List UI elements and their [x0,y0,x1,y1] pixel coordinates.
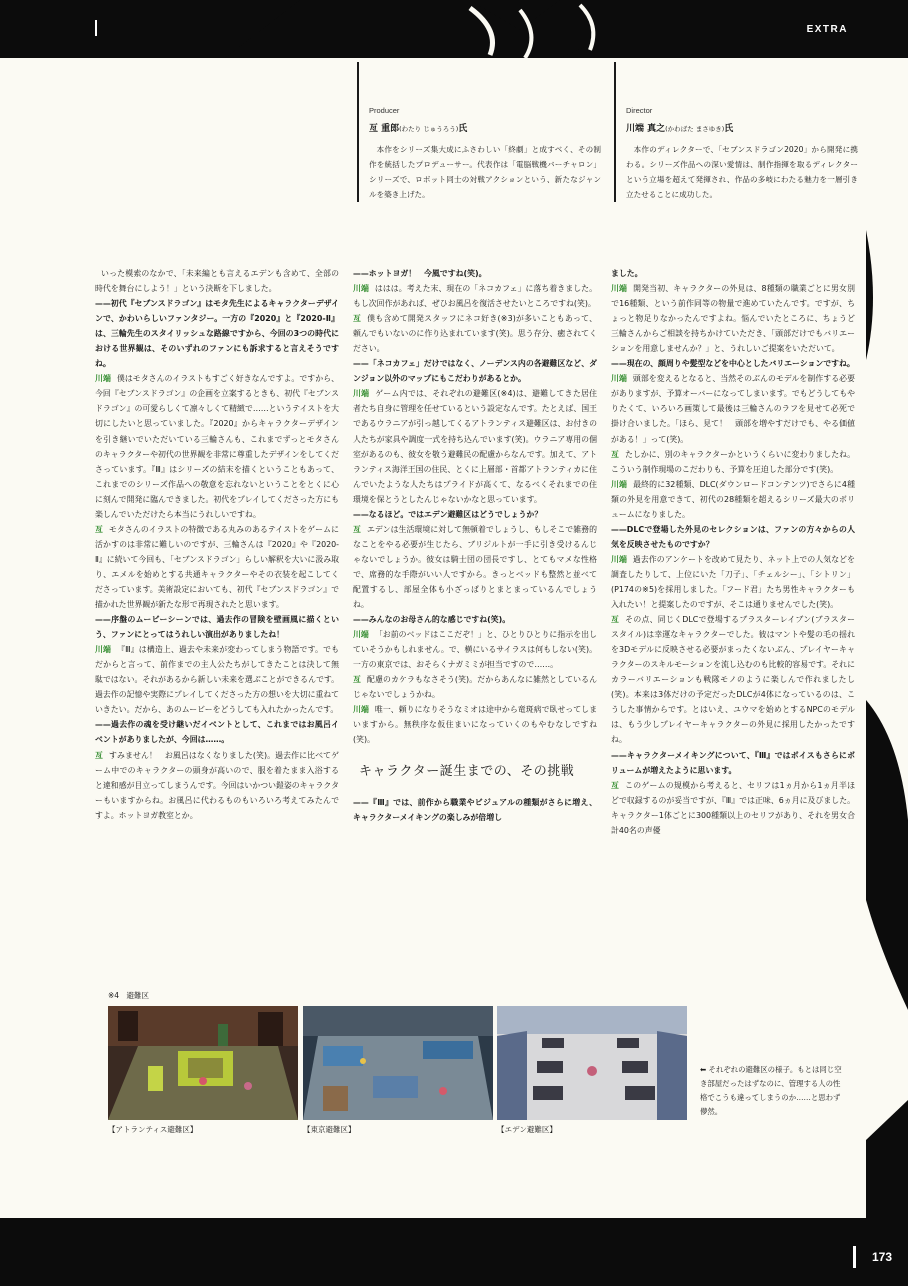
atlantis-shelter-image [108,1006,298,1120]
page-number: 173 [871,1250,892,1264]
speaker-name: 亙 [353,675,361,685]
answer-text: 僕はモタさんのイラストもすごく好きなんですよ。ですから、今回『セブンスドラゴン』の企画を立案するときも、初代『セブンスドラゴン』の可愛らしくて凛々しくて精緻で……というテイストを大切にしたいと思っていました。『2020』からキャラクターデザインを引き継いでいただいている三輪さんも、これまでずっとモタさんのキャラクターや初代の世界観を非常に尊重したデザインをしてくださっています。『Ⅲ』はシリーズの結末を描くということもあって、これまでのシリーズ作品への敬意を忘れないということをとくに心に刻んで開発に臨んできました。初代をプレイしてくださった方にも楽しんでいただけたら本当にうれしいですね。 [95,374,339,519]
interview-answer [611,281,855,356]
speaker-name: 川端 [353,705,369,715]
speaker-name: 川端 [611,374,627,384]
interview-answer [611,552,855,612]
profile-name: 亙 重郎(わたり じゅうろう)氏 [369,124,468,134]
answer-text: たしかに、別のキャラクターかというくらいに変わりましたね。こういう制作現場のこだわりも、予算を圧迫した部分です(笑)。 [611,449,855,474]
interview-answer [353,672,597,702]
interview-answer [353,522,597,612]
director-profile [614,62,858,202]
answer-text: 僕も含めて開発スタッフにネコ好き(※3)が多いこともあって、頼んでもいないのに作り込まれています(笑)。思う存分、癒されてください。 [353,314,597,354]
figure-note: ※4 避難区 [108,991,150,1000]
speaker-name: 川端 [611,284,628,294]
figure-caption: 【アトランティス避難区】 [108,1125,198,1134]
answer-text: 配慮のカケラもなさそう(笑)。だからあんなに雑然としているんじゃないでしょうかね。 [353,675,597,700]
profile-role: Director [626,106,653,115]
producer-profile [357,62,601,202]
footer-bar [0,1218,908,1286]
page-marker [853,1246,856,1268]
interviewer-question: ——みんなのお母さん的な感じですね(笑)。 [353,615,511,625]
answer-text: 『Ⅲ』は構造上、過去や未来が変わってしまう物語です。でもだからと言って、前作までの主人公たちがしてきたことは決して無駄ではない。それがあるから新しい未来を選ぶことができるんです。過去作の記憶や実際にプレイしてくださった方の想いを大切に重ねていきたい。だから、あのムービーをどうしても入れたかったんです。 [95,645,339,715]
interview-answer [611,371,855,446]
interview-answer [353,702,597,747]
figure-caption: 【エデン避難区】 [497,1125,557,1134]
speaker-name: 川端 [353,630,369,640]
profile-description: 本作をシリーズ集大成にふさわしい「終劇」と成すべく、その制作を統括したプロデューサー。代表作は「電脳戦機バーチャロン」シリーズで、ロボット同士の対戦アクションという、新たなジャンルを築き上げた。 [369,145,601,199]
interview-answer [611,477,855,522]
interview-answer [611,447,855,477]
speaker-name: 川端 [353,284,369,294]
speaker-name: 亙 [95,750,103,760]
interviewer-question: ——『Ⅲ』では、前作から職業やビジュアルの種類がさらに増え、キャラクターメイキングの楽しみが倍増し [353,797,597,822]
eden-shelter-image [497,1006,687,1120]
interviewer-question: ——キャラクターメイキングについて、『Ⅲ』ではボイスもさらにボリュームが増えたように思います。 [611,750,855,775]
interviewer-question: ——「ネコカフェ」だけではなく、ノーデンス内の各避難区など、ダンジョン以外のマップにもこだわりがあるとか。 [353,359,597,384]
interviewer-question: ました。 [611,269,643,278]
interviewer-question: ——現在の、顔周りや髪型などを中心としたバリエーションですね。 [611,359,855,369]
interviewer-question: ——序盤のムービーシーンでは、過去作の冒険を壁画風に描くという、ファンにとってはうれしい演出がありましたね！ [95,615,339,640]
answer-text: 「お前のベッドはここだぞ！」と、ひとりひとりに指示を出していそうかもしれません。で、横にいるサイラスは何もしない(笑)。一方の東京では、おそらくナガミミが担当ですので……。 [353,630,597,670]
speaker-name: 川端 [611,479,628,489]
speaker-name: 亙 [611,615,620,625]
arrow-left-icon: ⬅ [700,1065,709,1074]
interview-answer [353,311,597,356]
interview-answer [353,386,597,506]
interview-answer [353,627,597,672]
speaker-name: 川端 [611,554,627,564]
article-column-2 [353,266,597,825]
interview-answer [611,778,855,838]
figure-side-caption: ⬅ それぞれの避難区の様子。もとは同じ空き部屋だったはずなのに、管理する人の性格でこうも違ってしまうのか……と思わず儚然。 [700,1065,842,1116]
article-column-1 [95,266,339,823]
section-label: EXTRA [806,24,848,35]
answer-text: 過去作のアンケートを改めて見たり、ネット上での人気などを調査したりして、上位にいた「刀子」、「チェルシー」、「シトリン」(P174の※5)を採用しました。「フード君」たち男性キャラクターも入れたい！と提案したのですが、そこは通りませんでした(笑)。 [611,554,855,610]
answer-text: 頭部を変えるとなると、当然そのぶんのモデルを制作する必要がありますが、予算オーバーになってしまいます。でもどうしてもやりたくて、いろいろ画策して最後は三輪さんのラフを見せて必死で掛け合いました。「ほら、見て！ 頭部を増やすだけでも、やる価値がある！」って(笑)。 [611,374,855,444]
interview-answer [95,522,339,612]
speaker-name: 亙 [611,780,620,790]
interviewer-question: ——なるほど。ではエデン避難区はどうでしょうか？ [353,509,543,519]
interview-answer [353,281,597,311]
answer-text: モタさんのイラストの特徴である丸みのあるテイストをゲームに活かすのは非常に難しいのですが、三輪さんは『2020』や『2020-Ⅱ』に続いて今回も、「セブンスドラゴン」らしい解釈を大いに汲み取り、エメルを始めとする共通キャラクターやその衣装を起こしてくださっています。美術設定においても、初代『セブンスドラゴン』で描かれた世界観が新たな形で再現されたと思います。 [95,524,339,610]
answer-text: いった模索のなかで、「未来編とも言えるエデンも含めて、全部の時代を舞台にしよう！」という決断を下しました。 [95,269,339,294]
profile-role: Producer [369,106,400,115]
interviewer-question: ——DLCで登場した外見のセレクションは、ファンの方々からの人気を反映させたものですか？ [611,524,855,549]
interview-answer [611,612,855,747]
answer-text: このゲームの規模から考えると、セリフは1ヵ月から1ヵ月半ほどで収録するのが妥当ですが、『Ⅲ』では正味、6ヵ月に及びました。キャラクター1体ごとに300種類以上のセリフがあり、それを男女合計40名の声優 [611,780,855,835]
answer-text: その点、同じくDLCで登場するブラスターレイブン(ブラスタースタイル)は幸運なキャラクターでした。彼はマントや髪の毛の揺れを3Dモデルに反映させる必要がまったくないぶん、プレイヤーキャラクターのスキルモーションを流し込むのも比較的容易です。それにカラーバリエーションも戦隊モノのように楽しんで作れましたし(笑)。本来は3体だけの予定だったDLCが4体になっているのは、こうした事情からです。とはいえ、ユウマを始めとするNPCのモデルは、もう少しプレイヤーキャラクターの外見に採用したかったですね。 [611,615,855,745]
answer-text: ゲーム内では、それぞれの避難区(※4)は、避難してきた居住者たち自身に管理を任せているという設定なんです。たとえば、国王であるウラニアが引っ越してくるアトランティス避難区は、お付きの人たちが家具や調度一式を持ち込んでいます(笑)。ウラニア専用の個室があるのも、彼女を敬う避難民の配慮からなんです。加えて、アトランティス海洋王国の住民、とくに上層部・首都アトランティカに住んでいたような人たちはプライドが高くて、なるべくそれまでの住環境を保とうとしたんじゃないかなと思っています。 [353,389,597,504]
article-column-3 [611,266,855,838]
interviewer-question: ——ホットヨガ！ 今風ですね(笑)。 [353,269,487,278]
interviewer-question: ——過去作の魂を受け継いだイベントとして、これまではお風呂イベントがありましたが、今回は……。 [95,720,339,745]
profile-description: 本作のディレクターで、「セブンスドラゴン2020」から開発に携わる。シリーズ作品への深い愛情は、制作指揮を取るディレクターという立場を超えて発揮され、作品の多岐にわたる魅力を一層引き立たせることに成功した。 [626,145,858,199]
interview-answer [95,266,339,296]
section-heading: キャラクター誕生までの、その挑戦 [359,763,575,779]
profile-name: 川端 真之(かわばた まさゆき)氏 [626,124,734,134]
answer-text: 唯一、頼りになりそうなミオは途中から竜斑病で臥せってしまいますから。無秩序な仮住まいになっていくのもやむなしですね(笑)。 [353,705,597,745]
interview-answer [95,371,339,521]
interview-answer [95,748,339,823]
speaker-name: 川端 [95,374,111,384]
interviewer-question: ——初代『セブンスドラゴン』はモタ先生によるキャラクターデザインで、かわいらしいファンタジー。一方の『2020』と『2020-Ⅱ』は、三輪先生のスタイリッシュな路線ですから、今回の3つの時代における世界観は、そのいずれのファンにも訴求すると言えそうですね。 [95,299,339,369]
tokyo-shelter-image [303,1006,493,1120]
answer-text: ははは。考えた末、現在の「ネコカフェ」に落ち着きました。もし次回作があれば、ぜひお風呂を復活させたいところですね(笑)。 [353,284,597,309]
speaker-name: 亙 [353,314,362,324]
figure-caption: 【東京避難区】 [303,1125,356,1134]
speaker-name: 亙 [353,524,361,534]
answer-text: すみません！ お風呂はなくなりました(笑)。過去作に比べてゲーム中でのキャラクターの頭身が高いので、服を着たまま入浴すると違和感が目立ってしまうんです。今回はいかつい鎧姿のキャラクターもいますからね。お風呂に代わるものもいろいろ考えてみたんですよ。ホットヨガ教室とか。 [95,750,339,820]
answer-text: エデンは生活環境に対して無頓着でしょうし、もしそこで雑務的なことをやる必要が生じたら、ブリジルトが一手に引き受けるんじゃないでしょうか。彼女は騎士団の団長ですし、とてもマメな性格で、席務的な手際がいい人ですから。きっとベッドも整然と並べて配置するし、部屋全体も小ざっぱりとまとまっているんでしょうね。 [353,524,597,610]
answer-text: 開発当初、キャラクターの外見は、8種類の職業ごとに男女別で16種類、という前作同等の物量で進めていたんです。ですが、ちょっと物足りなかったんですよね。悩んでいたところに、ちょうど三輪さんからご相談を持ちかけていただき、「頭部だけでもバリエーションを用意しませんか？」と、うれしいご提案をいただいて。 [611,284,855,354]
speaker-name: 亙 [611,449,619,459]
speaker-name: 川端 [95,645,112,655]
interview-answer [95,642,339,717]
answer-text: 最終的に32種類、DLC(ダウンロードコンテンツ)でさらに4種類の外見を用意できて、初代の28種類を超えるシリーズ最大のボリュームになりました。 [611,479,855,519]
speaker-name: 川端 [353,389,370,399]
speaker-name: 亙 [95,524,103,534]
